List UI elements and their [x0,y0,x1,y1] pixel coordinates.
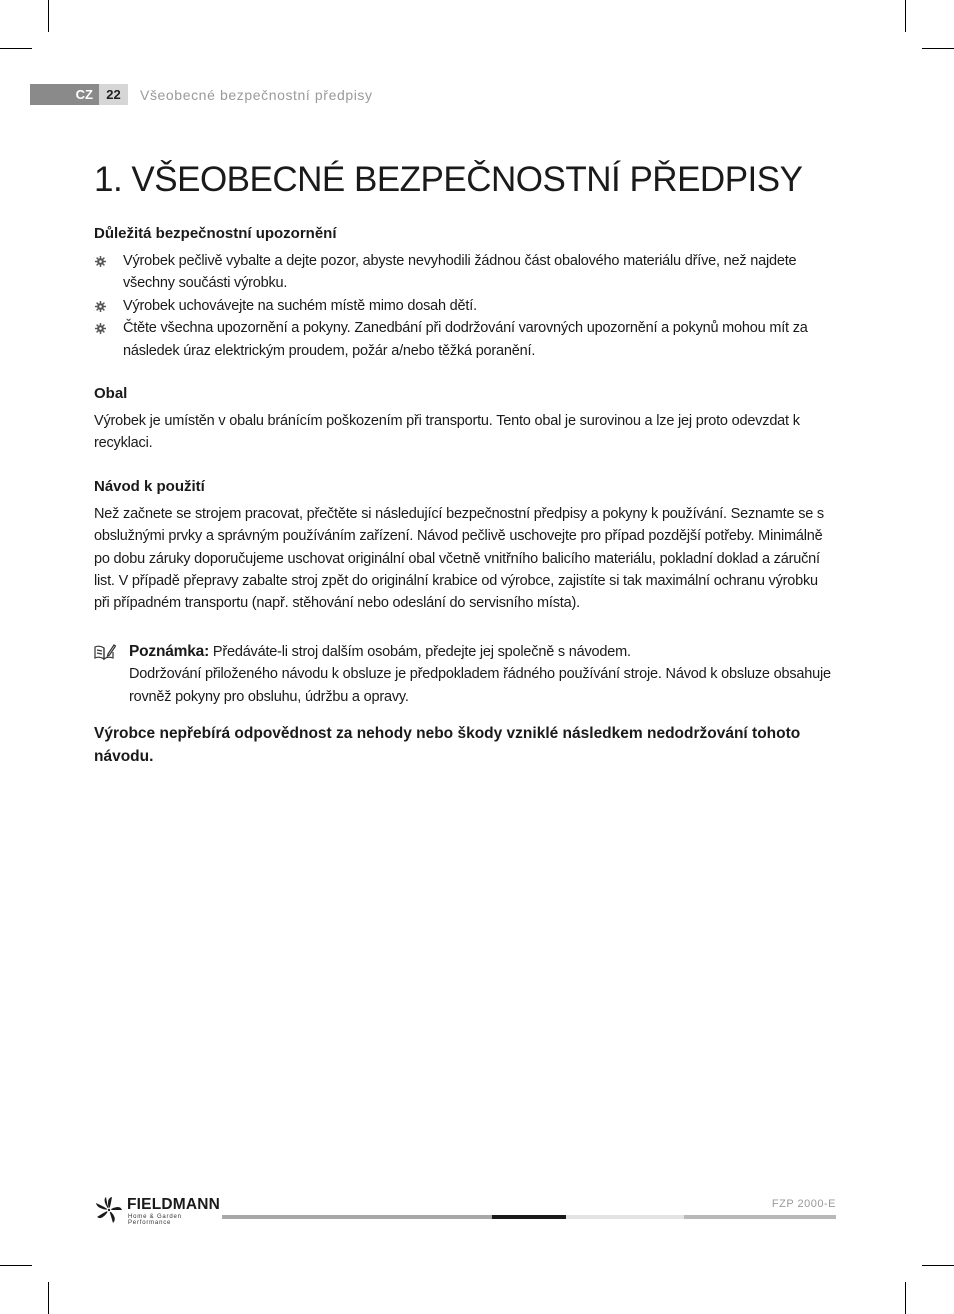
gear-bullet-icon [95,301,106,312]
list-item-text: Výrobek pečlivě vybalte a dejte pozor, abyste nevyhodili žádnou část obalového materiálu dříve, než najdete všechny součásti výrobku. [123,253,797,292]
model-number: FZP 2000-E [771,1198,836,1210]
crop-mark [922,1265,954,1266]
safety-heading: Důležitá bezpečnostní upozornění [94,225,337,242]
running-title: Všeobecné bezpečnostní předpisy [140,86,373,103]
footer-bar [566,1215,684,1219]
safety-list [94,250,834,362]
safety-section [94,224,834,362]
open-book-pencil-icon [94,643,116,661]
crop-mark [0,1265,32,1266]
footer-bar [222,1215,492,1219]
page-title: 1. VŠEOBECNÉ BEZPEČNOSTNÍ PŘEDPISY [94,160,803,199]
language-badge: CZ [30,84,99,105]
brand-tagline: Home & Garden Performance [128,1214,182,1226]
note-line-1: Předáváte-li stroj dalším osobám, předejte jej společně s návodem. [209,643,631,660]
manual-section [94,477,834,615]
page-footer [94,1194,836,1226]
footer-bar [684,1215,836,1219]
manual-text: Než začnete se strojem pracovat, přečtěte si následující bezpečnostní předpisy a pokyny k používání. Seznamte se s obslužnými prvky a správným používáním zařízení. Návod pečlivě uschovejte pro případ pozdější potřeby. Minimálně po dobu záruky doporučujeme uschovat originální obal včetně vnitřního balicího materiálu, pokladní doklad a záruční list. V případě přepravy zabalte stroj zpět do originální krabice od výrobce, zajistíte si tak maximální ochranu výrobku při případném transportu (např. stěhování nebo odeslání do servisního místa). [94,505,824,612]
list-item [94,250,834,295]
crop-mark [48,0,49,32]
list-item-text: Výrobek uchovávejte na suchém místě mimo dosah dětí. [123,297,477,314]
list-item [94,317,834,362]
manual-heading: Návod k použití [94,477,205,495]
packaging-section [94,384,834,455]
list-item [94,295,834,317]
brand-logo [94,1194,224,1226]
running-header [30,84,373,105]
crop-mark [0,48,32,49]
note-block [94,641,834,708]
crop-mark [905,0,906,32]
page-number: 22 [99,84,128,105]
disclaimer: Výrobce nepřebírá odpovědnost za nehody nebo škody vzniklé následkem nedodržování tohoto návodu. [94,725,801,766]
list-item-text: Čtěte všechna upozornění a pokyny. Zanedbání při dodržování varovných upozornění a pokynů mohou mít za následek úraz elektrickým proudem, požár a/nebo těžká poranění. [123,320,808,359]
packaging-heading: Obal [94,385,128,403]
crop-mark [48,1282,49,1314]
gear-bullet-icon [95,323,106,334]
note-label: Poznámka: [129,642,210,660]
crop-mark [922,48,954,49]
note-line-2: Dodržování přiloženého návodu k obsluze je předpokladem řádného používání stroje. Návod k obsluze obsahuje rovněž pokyny pro obsluhu, údržbu a opravy. [129,666,831,705]
crop-mark [905,1282,906,1314]
gear-bullet-icon [95,256,106,267]
brand-name: FIELDMANN [127,1196,221,1213]
footer-bar [492,1215,566,1219]
page-content [94,158,834,768]
fan-blades-icon [94,1196,124,1224]
packaging-text: Výrobek je umístěn v obalu bránícím poškozením při transportu. Tento obal je surovinou a lze jej proto odevzdat k recyklaci. [94,413,800,452]
